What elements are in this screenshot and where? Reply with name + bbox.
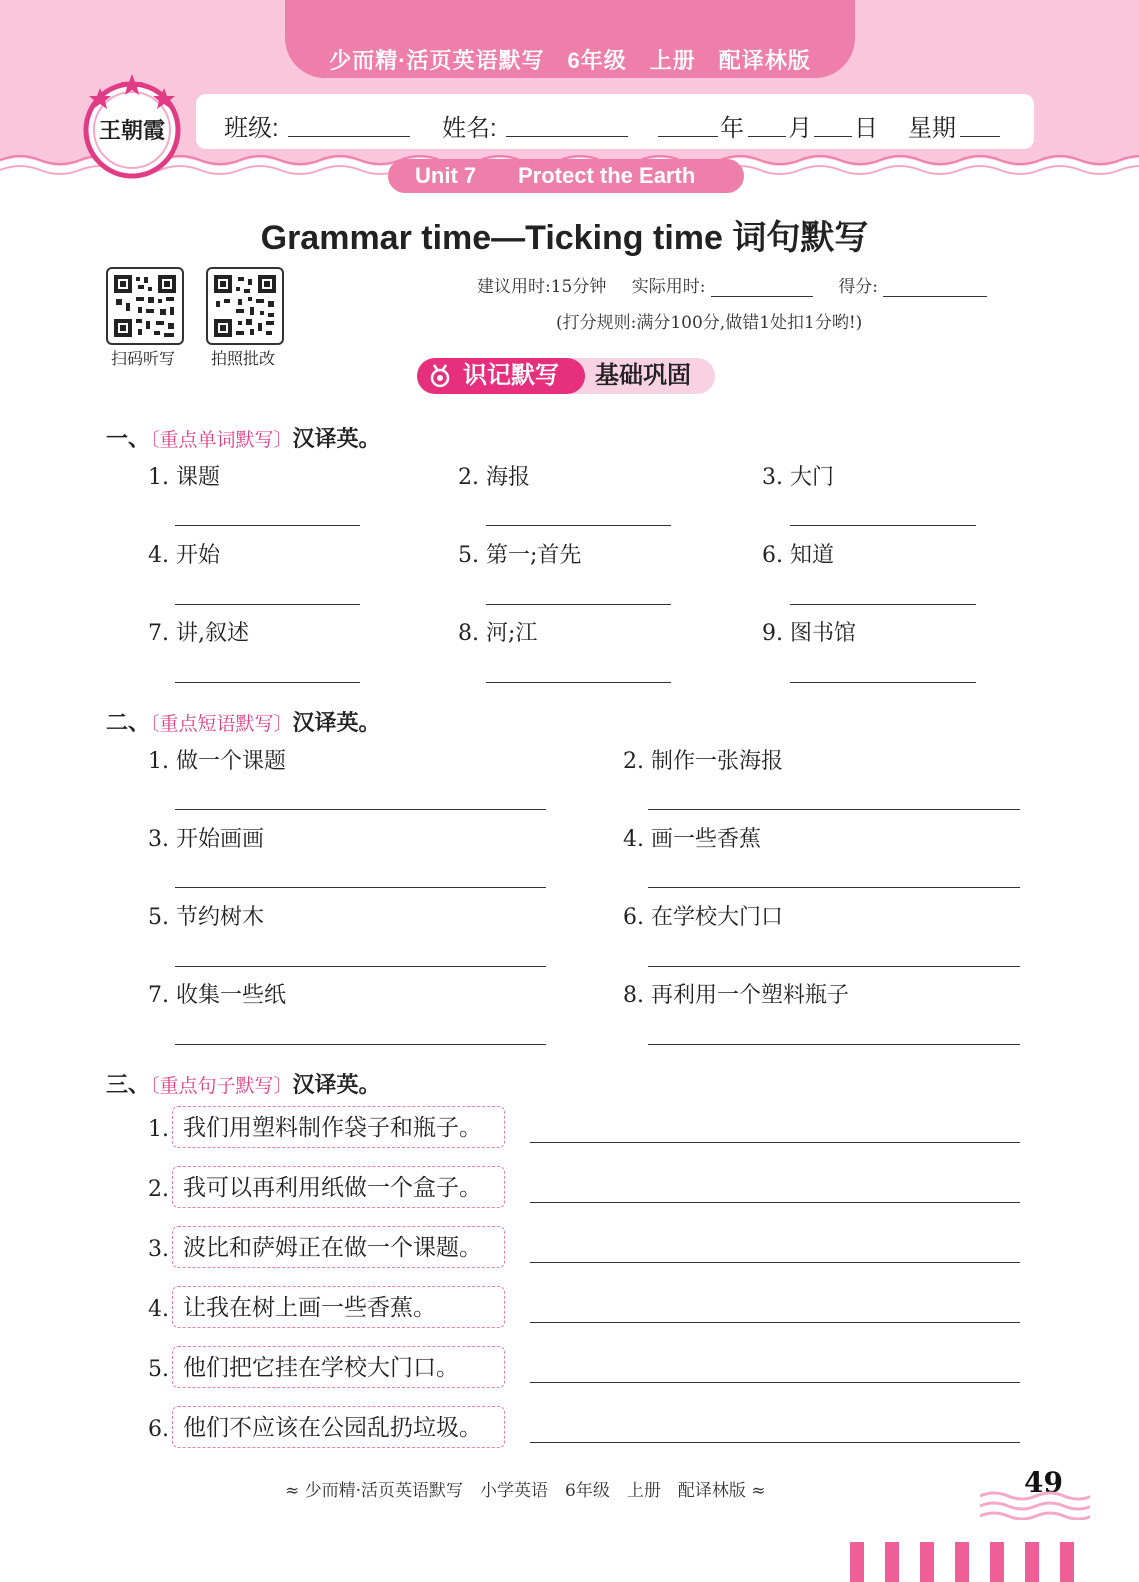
phrase-item: 1. 做一个课题 xyxy=(148,749,286,774)
phrase-item: 8. 再利用一个塑料瓶子 xyxy=(623,983,849,1008)
phrase-item: 5. 节约树木 xyxy=(148,905,264,930)
footer-stripe xyxy=(1025,1542,1039,1582)
badge-memorize xyxy=(417,358,585,394)
weekday-field[interactable] xyxy=(960,110,1000,137)
name-field[interactable] xyxy=(506,110,628,137)
sentence-answer-line[interactable] xyxy=(530,1262,1020,1263)
series-title: 少而精·活页英语默写 6年级 上册 配译林版 xyxy=(329,48,811,73)
sentence-number: 2. xyxy=(148,1177,169,1202)
word-answer-line[interactable] xyxy=(486,682,671,683)
sentence-prompt: 他们把它挂在学校大门口。 xyxy=(172,1346,505,1388)
sentence-answer-line[interactable] xyxy=(530,1322,1020,1323)
footer-stripe xyxy=(955,1542,969,1582)
phrase-answer-line[interactable] xyxy=(648,966,1020,967)
sentence-prompt: 他们不应该在公园乱扔垃圾。 xyxy=(172,1406,505,1448)
word-answer-line[interactable] xyxy=(486,604,671,605)
sentence-prompt: 让我在树上画一些香蕉。 xyxy=(172,1286,505,1328)
sentence-answer-line[interactable] xyxy=(530,1202,1020,1203)
phrase-item: 2. 制作一张海报 xyxy=(623,749,783,774)
scoring-rule: (打分规则:满分100分,做错1处扣1分哟!) xyxy=(556,313,863,333)
year-label: 年 xyxy=(720,115,744,142)
timing-line xyxy=(477,272,987,297)
sentence-answer-line[interactable] xyxy=(530,1142,1020,1143)
footer-text: ≈ 少而精·活页英语默写 小学英语 6年级 上册 配译林版 ≈ xyxy=(285,1481,766,1501)
section2-number: 二、 xyxy=(106,710,151,735)
word-item: 3. 大门 xyxy=(762,465,834,490)
phrase-item: 3. 开始画画 xyxy=(148,827,264,852)
sentence-number: 1. xyxy=(148,1117,169,1142)
section1-heading xyxy=(106,422,381,453)
sentence-number: 4. xyxy=(148,1297,169,1322)
sentence-number: 5. xyxy=(148,1357,169,1382)
month-label: 月 xyxy=(788,115,812,142)
listen-qr-code[interactable] xyxy=(106,267,184,345)
phrase-item: 7. 收集一些纸 xyxy=(148,983,286,1008)
word-answer-line[interactable] xyxy=(175,604,360,605)
sentence-number: 3. xyxy=(148,1237,169,1262)
phrase-answer-line[interactable] xyxy=(175,1044,546,1045)
actual-time-label: 实际用时: xyxy=(631,277,706,297)
word-answer-line[interactable] xyxy=(175,682,360,683)
word-item: 9. 图书馆 xyxy=(762,621,856,646)
score-field[interactable] xyxy=(883,276,987,297)
sentence-answer-line[interactable] xyxy=(530,1382,1020,1383)
word-item: 1. 课题 xyxy=(148,465,220,490)
qr-code-icon xyxy=(208,269,282,343)
weekday-label: 星期 xyxy=(908,115,956,142)
phrase-answer-line[interactable] xyxy=(648,1044,1020,1045)
unit-number: Unit 7 xyxy=(415,163,477,188)
sentence-prompt: 波比和萨姆正在做一个课题。 xyxy=(172,1226,505,1268)
correct-qr-caption: 拍照批改 xyxy=(210,351,275,368)
footer-stripe xyxy=(920,1542,934,1582)
phrase-item: 4. 画一些香蕉 xyxy=(623,827,761,852)
footer-stripe xyxy=(850,1542,864,1582)
sentence-prompt: 我可以再利用纸做一个盒子。 xyxy=(172,1166,505,1208)
section1-number: 一、 xyxy=(106,426,151,451)
section2-heading xyxy=(106,706,381,737)
footer-wave-decoration xyxy=(980,1488,1090,1520)
footer-stripe xyxy=(990,1542,1004,1582)
section3-instruction: 汉译英。 xyxy=(292,1072,381,1097)
word-item: 2. 海报 xyxy=(458,465,530,490)
phrase-item: 6. 在学校大门口 xyxy=(623,905,783,930)
sentence-prompt: 我们用塑料制作袋子和瓶子。 xyxy=(172,1106,505,1148)
word-answer-line[interactable] xyxy=(486,525,671,526)
page-title: Grammar time—Ticking time 词句默写 xyxy=(260,219,869,257)
section3-tag: 〔重点句子默写〕 xyxy=(150,1076,293,1097)
word-answer-line[interactable] xyxy=(790,604,976,605)
phrase-answer-line[interactable] xyxy=(175,809,546,810)
month-field[interactable] xyxy=(748,110,786,137)
unit-name: Protect the Earth xyxy=(518,163,696,188)
section1-tag: 〔重点单词默写〕 xyxy=(150,430,293,451)
phrase-answer-line[interactable] xyxy=(175,966,546,967)
badge-left-text: 识记默写 xyxy=(463,362,559,389)
year-field[interactable] xyxy=(658,110,718,137)
phrase-answer-line[interactable] xyxy=(648,809,1020,810)
class-field[interactable] xyxy=(288,110,410,137)
qr-code-icon xyxy=(108,269,182,343)
footer-stripe xyxy=(1060,1542,1074,1582)
phrase-answer-line[interactable] xyxy=(175,887,546,888)
section1-instruction: 汉译英。 xyxy=(292,426,381,451)
word-answer-line[interactable] xyxy=(175,525,360,526)
actual-time-field[interactable] xyxy=(711,276,813,297)
brand-logo xyxy=(80,68,184,180)
sentence-number: 6. xyxy=(148,1417,169,1442)
word-answer-line[interactable] xyxy=(790,525,976,526)
medal-icon xyxy=(427,363,453,389)
section3-number: 三、 xyxy=(106,1072,151,1097)
word-item: 6. 知道 xyxy=(762,543,834,568)
listen-qr-caption: 扫码听写 xyxy=(110,351,175,368)
name-label: 姓名: xyxy=(442,115,497,142)
suggested-time: 建议用时:15分钟 xyxy=(477,277,607,297)
word-answer-line[interactable] xyxy=(790,682,976,683)
word-item: 4. 开始 xyxy=(148,543,220,568)
word-item: 5. 第一;首先 xyxy=(458,543,582,568)
svg-text:王朝霞: 王朝霞 xyxy=(98,118,166,144)
section2-tag: 〔重点短语默写〕 xyxy=(150,714,293,735)
section3-heading xyxy=(106,1068,381,1099)
page-number: 49 xyxy=(1024,1466,1063,1499)
word-item: 8. 河;江 xyxy=(458,621,538,646)
day-field[interactable] xyxy=(814,110,852,137)
badge-foundation: 基础巩固 xyxy=(595,362,691,389)
footer-stripe xyxy=(885,1542,899,1582)
correct-qr-code[interactable] xyxy=(206,267,284,345)
day-label: 日 xyxy=(854,115,878,142)
phrase-answer-line[interactable] xyxy=(648,887,1020,888)
word-item: 7. 讲,叙述 xyxy=(148,621,249,646)
class-label: 班级: xyxy=(224,115,279,142)
score-label: 得分: xyxy=(838,277,879,297)
section2-instruction: 汉译英。 xyxy=(292,710,381,735)
sentence-answer-line[interactable] xyxy=(530,1442,1020,1443)
